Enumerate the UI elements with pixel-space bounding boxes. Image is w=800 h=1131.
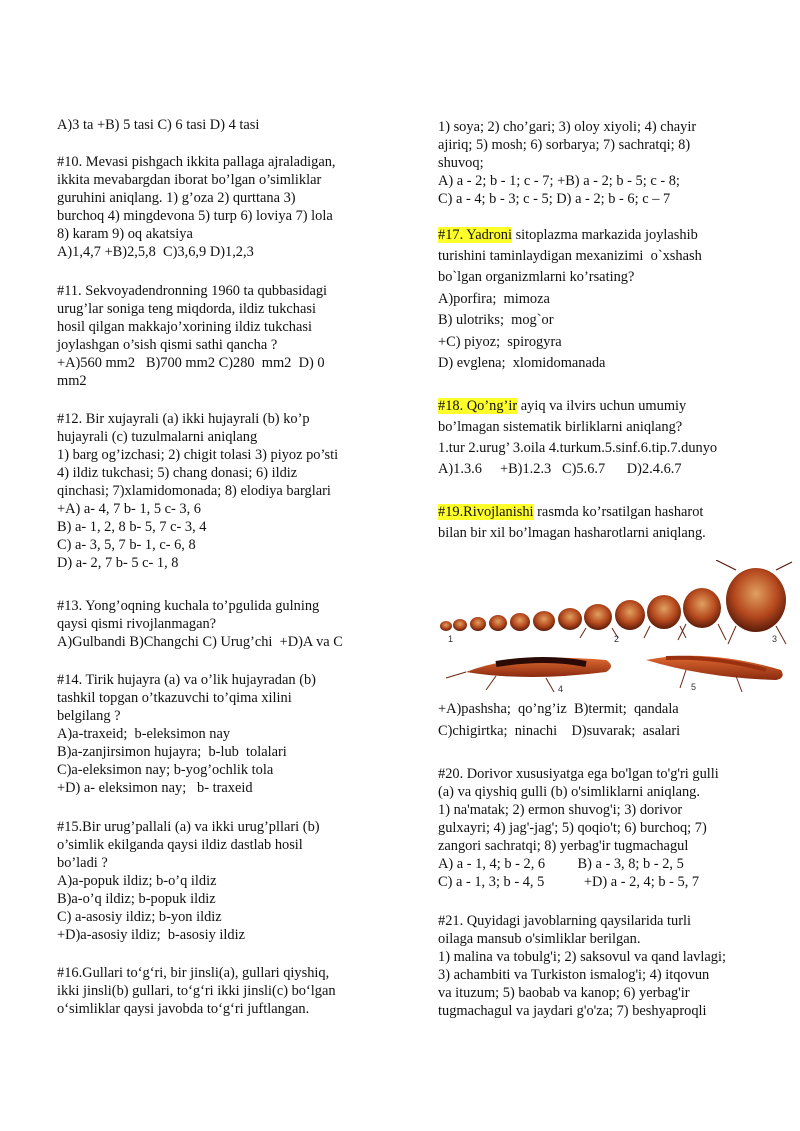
q15-line: #15.Bir urug’pallali (a) va ikki urug’pllari (b) xyxy=(57,819,320,835)
q15-line: bo’ladi ? xyxy=(57,855,108,871)
q10-line: #10. Mevasi pishgach ikkita pallaga ajraladigan, xyxy=(57,154,336,170)
q15-option-d: +D)a-asosiy ildiz; b-asosiy ildiz xyxy=(57,927,245,943)
q20-answer-line: C) a - 1, 3; b - 4, 5 +D) a - 2, 4; b - 5, 7 xyxy=(438,874,700,890)
q10-answer-line: A)1,4,7 +B)2,5,8 C)3,6,9 D)1,2,3 xyxy=(57,244,254,260)
q21-line: #21. Quyidagi javoblarning qaysilarida turli xyxy=(438,913,691,929)
q12-option-d: D) a- 2, 7 b- 5 c- 1, 8 xyxy=(57,555,179,571)
figure-label-4: 4 xyxy=(558,684,564,694)
q12-line: 4) ildiz tukchasi; 5) chang donasi; 6) ildiz xyxy=(57,465,298,481)
q15-option-b: B)a-o’q ildiz; b-popuk ildiz xyxy=(57,891,216,907)
q18-heading-rest: ayiq va ilvirs uchun umumiy xyxy=(517,398,687,414)
q17-heading-rest: sitoplazma markazida joylashib xyxy=(511,227,698,243)
q19-answer-line: +A)pashsha; qo’ng’iz B)termit; qandala xyxy=(438,701,679,717)
q14-option-d: +D) a- eleksimon nay; b- traxeid xyxy=(57,780,253,796)
q17-option-b: B) ulotriks; mog`or xyxy=(438,312,554,328)
q14-option-a: A)a-traxeid; b-eleksimon nay xyxy=(57,726,231,742)
q13-answer-line: A)Gulbandi B)Changchi C) Urug’chi +D)A va C xyxy=(57,634,343,650)
nymph-stage-1-icon xyxy=(440,619,467,631)
q18-line: bo’lmagan sistematik birliklarni aniqlang? xyxy=(438,419,683,435)
q18-line: 1.tur 2.urug’ 3.oila 4.turkum.5.sinf.6.tip.7.dunyo xyxy=(438,440,718,456)
q20-line: gulxayri; 4) jag'-jag'; 5) qoqio't; 6) burchoq; 7) xyxy=(438,820,707,836)
q17-heading xyxy=(438,226,698,244)
adult-cockroach-icon xyxy=(716,560,792,632)
q17-option-c: +C) piyoz; spirogyra xyxy=(438,334,562,350)
q16-options-line: ajiriq; 5) mosh; 6) sorbarya; 7) sachratqi; 8) xyxy=(438,137,691,153)
q10-line: ikkita mevabargdan iborat bo’lgan o’simliklar xyxy=(57,172,322,188)
q12-option-c: C) a- 3, 5, 7 b- 1, c- 6, 8 xyxy=(57,537,196,553)
q14-line: #14. Tirik hujayra (a) va o’lik hujayradan (b) xyxy=(57,672,316,688)
q16-answer-line: C) a - 4; b - 3; c - 5; D) a - 2; b - 6; c – 7 xyxy=(438,191,671,207)
q20-line: 1) na'matak; 2) ermon shuvog'i; 3) dorivor xyxy=(438,802,683,818)
nymph-stages-icon xyxy=(470,588,721,631)
q18-answer-line: A)1.3.6 +B)1.2.3 C)5.6.7 D)2.4.6.7 xyxy=(438,461,682,477)
q20-answer-line: A) a - 1, 4; b - 2, 6 B) a - 3, 8; b - 2, 5 xyxy=(438,856,684,872)
q17-option-a: A)porfira; mimoza xyxy=(438,291,550,307)
q10-line: burchoq 4) mingdevona 5) turp 6) loviya 7) lola xyxy=(57,208,333,224)
q21-line: 1) malina va tobulg'i; 2) saksovul va qand lavlagi; xyxy=(438,949,726,965)
q12-line: qinchasi; 7)xlamidomonada; 8) elodiya barglari xyxy=(57,483,331,499)
insect-4-icon xyxy=(446,658,611,692)
q20-line: zangori sachratqi; 8) yerbag'ir tugmachagul xyxy=(438,838,689,854)
q15-line: o’simlik ekilganda qaysi ildiz dastlab hosil xyxy=(57,837,303,853)
q21-line: oilaga mansub o'simliklar berilgan. xyxy=(438,931,641,947)
figure-label-2: 2 xyxy=(614,634,620,644)
q17-line: turishini taminlaydigan mexanizimi o`xshash xyxy=(438,248,702,264)
q14-line: belgilang ? xyxy=(57,708,121,724)
q19-answer-line: C)chigirtka; ninachi D)suvarak; asalari xyxy=(438,723,681,739)
q19-line: bilan bir xil bo’lmagan hasharotlarni aniqlang. xyxy=(438,525,706,541)
q9-answer-line: A)3 ta +B) 5 tasi C) 6 tasi D) 4 tasi xyxy=(57,117,260,133)
q12-line: hujayrali (c) tuzulmalarni aniqlang xyxy=(57,429,258,445)
figure-label-3: 3 xyxy=(772,634,778,644)
q20-line: (a) va qiyshiq gulli (b) o'simliklarni aniqlang. xyxy=(438,784,700,800)
insect-development-figure xyxy=(436,560,796,700)
q12-option-a: +A) a- 4, 7 b- 1, 5 c- 3, 6 xyxy=(57,501,201,517)
q14-option-b: B)a-zanjirsimon hujayra; b-lub tolalari xyxy=(57,744,287,760)
q11-line: urug’lar soniga teng miqdorda, ildiz tukchasi xyxy=(57,301,316,317)
q18-highlight: #18. Qo’ng’ir xyxy=(438,398,518,414)
q11-line: #11. Sekvoyadendronning 1960 ta qubbasidagi xyxy=(57,283,328,299)
q11-line: hosil qilgan makkajo’xorining ildiz tukchasi xyxy=(57,319,312,335)
q12-line: 1) barg og’izchasi; 2) chigit tolasi 3) piyoz po’sti xyxy=(57,447,339,463)
q10-line: guruhini aniqlang. 1) g’oza 2) qurttana 3) xyxy=(57,190,296,206)
q16-line: o‘simliklar qaysi javobda to‘g‘ri juftlangan. xyxy=(57,1001,310,1017)
q16-answer-line: A) a - 2; b - 1; c - 7; +B) a - 2; b - 5; c - 8; xyxy=(438,173,680,189)
q14-line: tashkil topgan o’tkazuvchi to’qima xilini xyxy=(57,690,292,706)
q19-heading xyxy=(438,503,703,521)
q16-line: ikki jinsli(b) gullari, to‘g‘ri ikki jinsli(c) bo‘lgan xyxy=(57,983,336,999)
q16-options-line: shuvoq; xyxy=(438,155,484,171)
q10-line: 8) karam 9) oq akatsiya xyxy=(57,226,193,242)
q21-line: 3) achambiti va Turkiston ismalog'i; 4) itqovun xyxy=(438,967,710,983)
q17-highlight: #17. Yadroni xyxy=(438,227,512,243)
q18-heading xyxy=(438,397,686,415)
q11-line: joylashgan o’sish qismi sathi qancha ? xyxy=(57,337,278,353)
q16-line: #16.Gullari to‘g‘ri, bir jinsli(a), gullari qiyshiq, xyxy=(57,965,330,981)
q21-line: va ituzum; 5) baobab va kanop; 6) yerbag'ir xyxy=(438,985,690,1001)
q14-option-c: C)a-eleksimon nay; b-yog’ochlik tola xyxy=(57,762,274,778)
figure-label-1: 1 xyxy=(448,634,454,644)
q13-line: #13. Yong’oqning kuchala to’pgulida gulning xyxy=(57,598,320,614)
q20-line: #20. Dorivor xususiyatga ega bo'lgan to'g'ri gulli xyxy=(438,766,719,782)
q19-highlight: #19.Rivojlanishi xyxy=(438,504,534,520)
q17-option-d: D) evglena; xlomidomanada xyxy=(438,355,606,371)
q19-heading-rest: rasmda ko’rsatilgan hasharot xyxy=(533,504,704,520)
q16-options-line: 1) soya; 2) cho’gari; 3) oloy xiyoli; 4) chayir xyxy=(438,119,697,135)
q17-line: bo`lgan organizmlarni ko’rsating? xyxy=(438,269,635,285)
figure-label-5: 5 xyxy=(691,682,697,692)
q11-answer-line: mm2 xyxy=(57,373,87,389)
q15-option-c: C) a-asosiy ildiz; b-yon ildiz xyxy=(57,909,222,925)
q21-line: tugmachagul va jaydari g'o'za; 7) beshyaproqli xyxy=(438,1003,707,1019)
q12-option-b: B) a- 1, 2, 8 b- 5, 7 c- 3, 4 xyxy=(57,519,207,535)
q15-option-a: A)a-popuk ildiz; b-o’q ildiz xyxy=(57,873,217,889)
q13-line: qaysi qismi rivojlanmagan? xyxy=(57,616,217,632)
insect-5-icon xyxy=(646,656,783,692)
q11-answer-line: +A)560 mm2 B)700 mm2 C)280 mm2 D) 0 xyxy=(57,355,325,371)
q12-line: #12. Bir xujayrali (a) ikki hujayrali (b) ko’p xyxy=(57,411,310,427)
